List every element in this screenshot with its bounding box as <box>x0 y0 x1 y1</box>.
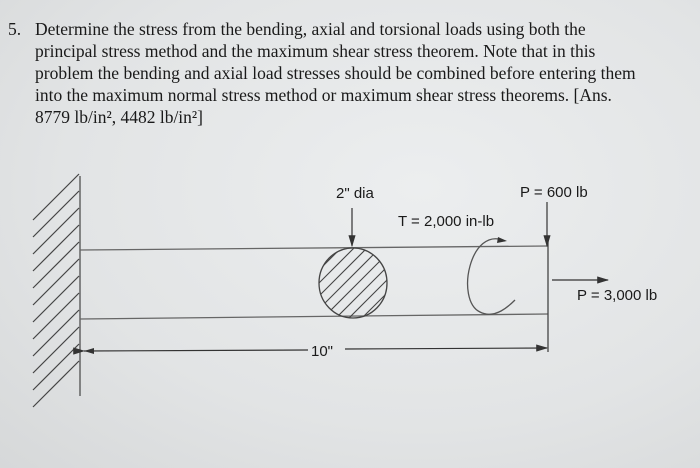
section-hatch-line <box>318 243 398 323</box>
wall-hatch-line <box>33 208 79 254</box>
problem-line: principal stress method and the maximum shear stress theorem. Note that in this <box>35 41 596 61</box>
torque-arrow-icon <box>468 239 515 315</box>
section-hatch-line <box>331 243 411 323</box>
fixed-wall <box>33 174 80 407</box>
cross-section-circle <box>253 243 450 323</box>
wall-hatch-line <box>33 344 79 390</box>
problem-line: 8779 lb/in², 4482 lb/in²] <box>35 107 203 127</box>
section-hatch-line <box>370 243 450 323</box>
wall-hatch-line <box>33 310 79 356</box>
section-hatch-line <box>357 243 437 323</box>
wall-hatch-line <box>33 361 79 407</box>
section-hatch-line <box>344 243 424 323</box>
wall-hatch-line <box>33 276 79 322</box>
wall-hatch-line <box>33 327 79 373</box>
wall-hatch-line <box>33 242 79 288</box>
wall-hatch-line <box>33 293 79 339</box>
section-hatch-line <box>253 243 333 323</box>
wall-hatch-line <box>33 259 79 305</box>
problem-line: problem the bending and axial load stresses should be combined before entering them <box>35 63 636 83</box>
problem-number: 5. <box>8 19 22 39</box>
section-hatch-line <box>279 243 359 323</box>
shaft <box>80 240 548 352</box>
section-hatch-line <box>266 243 346 323</box>
wall-hatch-line <box>33 191 79 237</box>
wall-hatch-line <box>33 225 79 271</box>
length-label: 10" <box>311 343 334 360</box>
transverse-load-label: P = 600 lb <box>520 184 588 201</box>
diameter-label: 2" dia <box>336 185 374 202</box>
wall-hatch-line <box>33 174 79 220</box>
axial-load-label: P = 3,000 lb <box>577 287 658 304</box>
torque-label: T = 2,000 in-lb <box>398 213 495 230</box>
problem-line: into the maximum normal stress method or maximum shear stress theorems. [Ans. <box>35 85 612 105</box>
problem-line: Determine the stress from the bending, axial and torsional loads using both the <box>35 19 586 39</box>
